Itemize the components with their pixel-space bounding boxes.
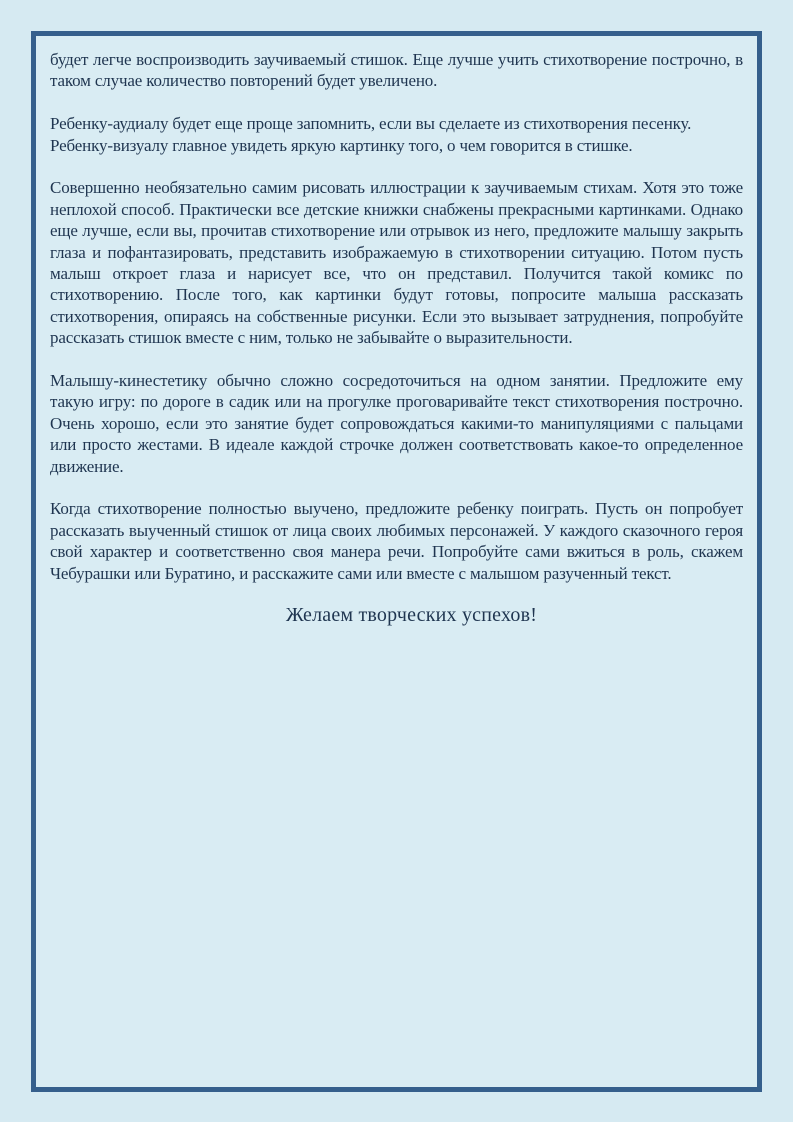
- page-frame: [31, 31, 762, 1092]
- paragraph-kinesthetic: Малышу-кинестетику обычно сложно сосредоточиться на одном занятии. Предложите ему такую игру: по дороге в садик или на прогулке проговаривайте текст стихотворения построчно. Очень хорошо, если это занятие будет сопровождаться какими-то манипуляциями с пальцами или просто жестами. В идеале каждой строчке должен соответствовать какое-то определенное движение.: [50, 371, 743, 476]
- paragraph-audial: Ребенку-аудиалу будет еще проще запомнить, если вы сделаете из стихотворения песенку.: [50, 114, 692, 134]
- paragraph-roleplay: Когда стихотворение полностью выучено, предложите ребенку поиграть. Пусть он попробует рассказать выученный стишок от лица своих любимых персонажей. У каждого сказочного героя свой характер и соответственно своя манера речи. Попробуйте сами вжиться в роль, скажем Чебурашки или Буратино, и расскажите сами или вместе с малышом разученный текст.: [50, 499, 743, 583]
- paragraph-visual: Ребенку-визуалу главное увидеть яркую картинку того, о чем говорится в стишке.: [50, 135, 633, 155]
- paragraph-illustrations: Совершенно необязательно самим рисовать иллюстрации к заучиваемым стихам. Хотя это тоже неплохой способ. Практически все детские книжки снабжены прекрасными картинками. Однако еще лучше, если вы, прочитав стихотворение или отрывок из него, предложите малышу закрыть глаза и пофантазировать, представить изображаемую в стихотворении ситуацию. Потом пусть малыш откроет глаза и нарисует все, что он представил. Получится такой комикс по стихотворению. После того, как картинки будут готовы, попросите малыша рассказать стихотворения, опираясь на собственные рисунки. Если это вызывает затруднения, попробуйте рассказать стишок вместе с ним, только не забывайте о выразительности.: [50, 178, 743, 348]
- paragraph-memorization-tip: будет легче воспроизводить заучиваемый стишок. Еще лучше учить стихотворение построчно, в таком случае количество повторений будет увеличено.: [50, 50, 743, 91]
- document-body: [50, 49, 743, 627]
- closing-wish: Желаем творческих успехов!: [285, 604, 538, 627]
